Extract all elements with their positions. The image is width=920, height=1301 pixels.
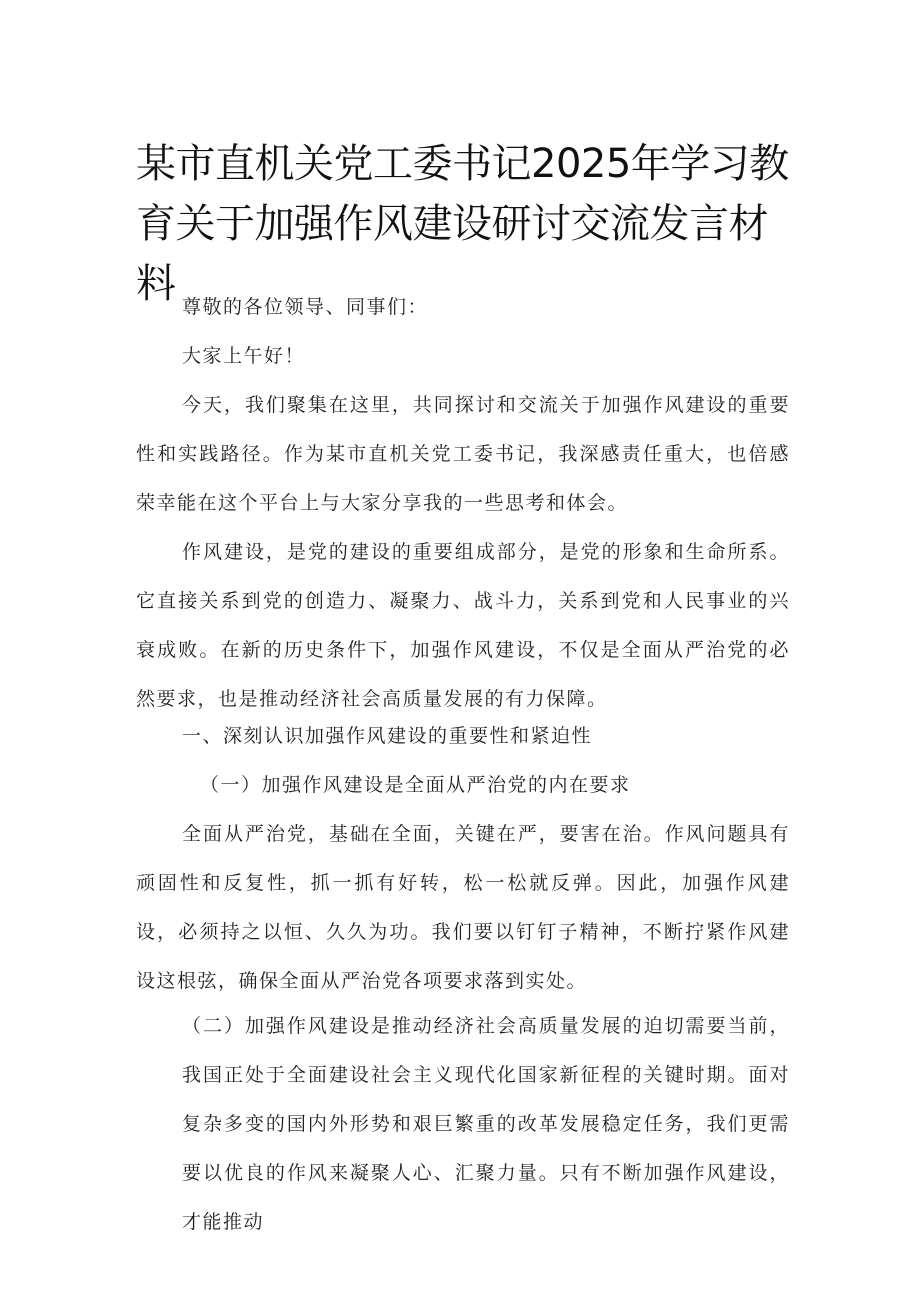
subsection-heading-1: （一）加强作风建设是全面从严治党的内在要求: [200, 774, 631, 796]
salutation: 尊敬的各位领导、同事们：: [182, 296, 429, 318]
greeting: 大家上午好！: [182, 345, 306, 367]
section-heading-1: 一、深刻认识加强作风建设的重要性和紧迫性: [182, 725, 593, 747]
document-title: 某市直机关党工委书记2025年学习教育关于加强作风建设研讨交流发言材料: [136, 141, 789, 307]
subsection-1-paragraph: 全面从严治党，基础在全面，关键在严，要害在治。作风问题具有顽固性和反复性，抓一抓有好转，松一松就反弹。因此，加强作风建设，必须持之以恒、久久为功。我们要以钉钉子精神，不断拧紧作风建设这根弦，确保全面从严治党各项要求落到实处。: [136, 823, 790, 992]
paragraph-intro: 今天，我们聚集在这里，共同探讨和交流关于加强作风建设的重要性和实践路径。作为某市直机关党工委书记，我深感责任重大，也倍感荣幸能在这个平台上与大家分享我的一些思考和体会。: [136, 394, 790, 514]
subsection-2-paragraph: （二）加强作风建设是推动经济社会高质量发展的迫切需要当前，我国正处于全面建设社会主义现代化国家新征程的关键时期。面对复杂多变的国内外形势和艰巨繁重的改革发展稳定任务，我们更需要以优良的作风来凝聚人心、汇聚力量。只有不断加强作风建设，才能推动: [182, 1015, 790, 1233]
paragraph-style-building: 作风建设，是党的建设的重要组成部分，是党的形象和生命所系。它直接关系到党的创造力、凝聚力、战斗力，关系到党和人民事业的兴衰成败。在新的历史条件下，加强作风建设，不仅是全面从严治党的必然要求，也是推动经济社会高质量发展的有力保障。: [136, 541, 790, 710]
